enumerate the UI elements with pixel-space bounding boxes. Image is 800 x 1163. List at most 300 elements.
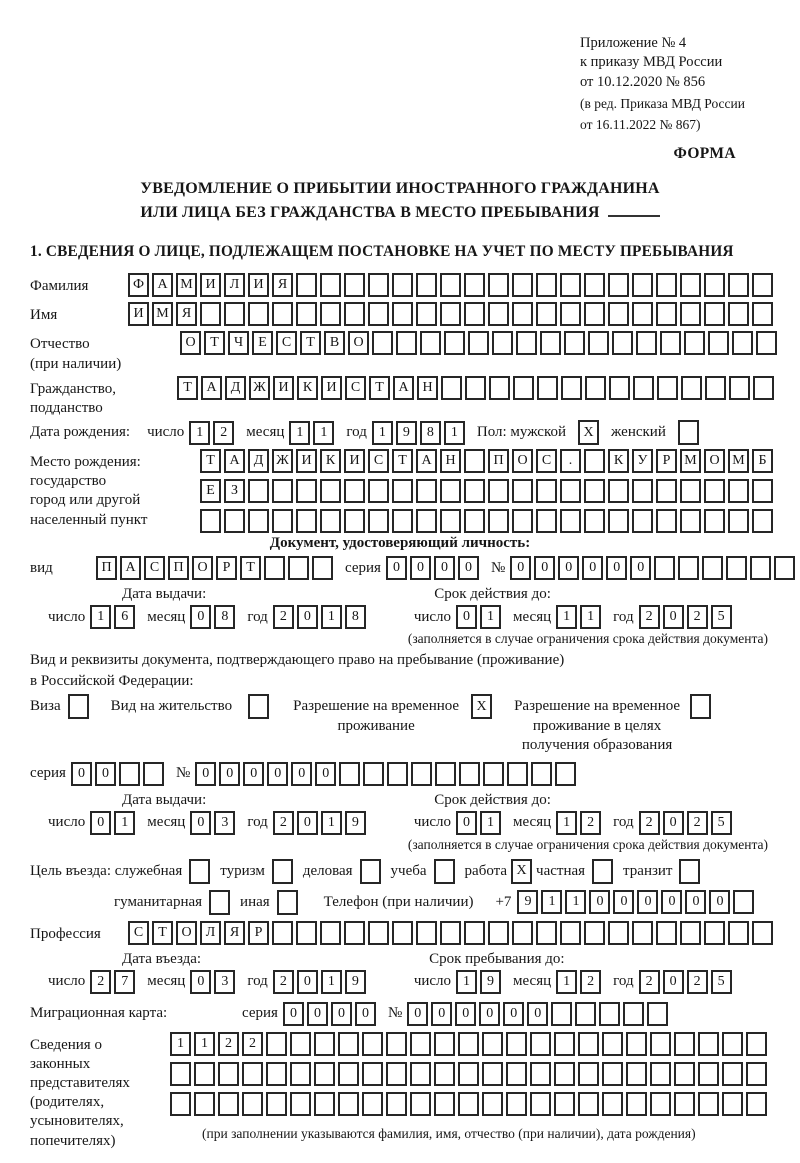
char-cell[interactable]: [464, 302, 485, 326]
char-cell[interactable]: [218, 1062, 239, 1086]
char-cell[interactable]: [242, 1092, 263, 1116]
char-cell[interactable]: [564, 331, 585, 355]
char-cell[interactable]: [314, 1062, 335, 1086]
char-cell[interactable]: 2: [687, 970, 708, 994]
char-cell[interactable]: 8: [420, 421, 441, 445]
char-cell[interactable]: М: [176, 273, 197, 297]
char-cell[interactable]: М: [680, 449, 701, 473]
char-cell[interactable]: 0: [431, 1002, 452, 1026]
char-cell[interactable]: 1: [372, 421, 393, 445]
char-cell[interactable]: П: [96, 556, 117, 580]
char-cell[interactable]: [362, 1092, 383, 1116]
char-cell[interactable]: [578, 1062, 599, 1086]
char-cell[interactable]: 0: [606, 556, 627, 580]
char-cell[interactable]: И: [344, 449, 365, 473]
char-cell[interactable]: [752, 302, 773, 326]
char-cell[interactable]: П: [488, 449, 509, 473]
char-cell[interactable]: [530, 1092, 551, 1116]
char-cell[interactable]: 2: [687, 811, 708, 835]
char-cell[interactable]: К: [320, 449, 341, 473]
char-cell[interactable]: [435, 762, 456, 786]
char-cell[interactable]: 0: [434, 556, 455, 580]
char-cell[interactable]: Д: [248, 449, 269, 473]
char-cell[interactable]: [608, 479, 629, 503]
char-cell[interactable]: К: [297, 376, 318, 400]
char-cell[interactable]: [320, 921, 341, 945]
char-cell[interactable]: [248, 509, 269, 533]
char-cell[interactable]: Я: [224, 921, 245, 945]
char-cell[interactable]: 1: [170, 1032, 191, 1056]
char-cell[interactable]: Я: [272, 273, 293, 297]
transit-checkbox[interactable]: [679, 859, 700, 884]
char-cell[interactable]: 1: [580, 605, 601, 629]
char-cell[interactable]: [194, 1062, 215, 1086]
char-cell[interactable]: [465, 376, 486, 400]
char-cell[interactable]: [224, 302, 245, 326]
char-cell[interactable]: 1: [321, 605, 342, 629]
char-cell[interactable]: [561, 376, 582, 400]
work-checkbox[interactable]: X: [511, 859, 532, 884]
study-checkbox[interactable]: [434, 859, 455, 884]
char-cell[interactable]: [680, 509, 701, 533]
char-cell[interactable]: [264, 556, 285, 580]
char-cell[interactable]: [242, 1062, 263, 1086]
char-cell[interactable]: 7: [114, 970, 135, 994]
char-cell[interactable]: [728, 273, 749, 297]
char-cell[interactable]: [440, 273, 461, 297]
char-cell[interactable]: Т: [177, 376, 198, 400]
char-cell[interactable]: 1: [90, 605, 111, 629]
char-cell[interactable]: И: [321, 376, 342, 400]
residence-checkbox[interactable]: [248, 694, 269, 719]
char-cell[interactable]: [632, 509, 653, 533]
char-cell[interactable]: [584, 509, 605, 533]
char-cell[interactable]: [410, 1092, 431, 1116]
place-number-blank[interactable]: [608, 201, 660, 217]
char-cell[interactable]: [416, 921, 437, 945]
char-cell[interactable]: [746, 1032, 767, 1056]
char-cell[interactable]: [657, 376, 678, 400]
char-cell[interactable]: [512, 921, 533, 945]
char-cell[interactable]: [698, 1032, 719, 1056]
char-cell[interactable]: 0: [219, 762, 240, 786]
char-cell[interactable]: [632, 921, 653, 945]
char-cell[interactable]: 2: [580, 811, 601, 835]
char-cell[interactable]: [704, 302, 725, 326]
char-cell[interactable]: [732, 331, 753, 355]
char-cell[interactable]: М: [152, 302, 173, 326]
char-cell[interactable]: [728, 302, 749, 326]
char-cell[interactable]: [506, 1062, 527, 1086]
char-cell[interactable]: А: [201, 376, 222, 400]
char-cell[interactable]: [170, 1092, 191, 1116]
char-cell[interactable]: [516, 331, 537, 355]
char-cell[interactable]: А: [120, 556, 141, 580]
char-cell[interactable]: [584, 479, 605, 503]
char-cell[interactable]: 3: [214, 811, 235, 835]
char-cell[interactable]: [626, 1092, 647, 1116]
char-cell[interactable]: З: [224, 479, 245, 503]
char-cell[interactable]: [722, 1062, 743, 1086]
char-cell[interactable]: 0: [456, 811, 477, 835]
char-cell[interactable]: 1: [444, 421, 465, 445]
char-cell[interactable]: [290, 1062, 311, 1086]
char-cell[interactable]: [728, 479, 749, 503]
char-cell[interactable]: 2: [218, 1032, 239, 1056]
char-cell[interactable]: [578, 1092, 599, 1116]
char-cell[interactable]: [170, 1062, 191, 1086]
char-cell[interactable]: [602, 1032, 623, 1056]
char-cell[interactable]: 0: [534, 556, 555, 580]
char-cell[interactable]: [444, 331, 465, 355]
char-cell[interactable]: 0: [407, 1002, 428, 1026]
char-cell[interactable]: [320, 273, 341, 297]
char-cell[interactable]: [632, 479, 653, 503]
char-cell[interactable]: К: [608, 449, 629, 473]
char-cell[interactable]: А: [224, 449, 245, 473]
char-cell[interactable]: [434, 1062, 455, 1086]
char-cell[interactable]: [728, 509, 749, 533]
char-cell[interactable]: [272, 509, 293, 533]
char-cell[interactable]: [612, 331, 633, 355]
char-cell[interactable]: Д: [225, 376, 246, 400]
char-cell[interactable]: [752, 921, 773, 945]
char-cell[interactable]: [339, 762, 360, 786]
char-cell[interactable]: [560, 273, 581, 297]
char-cell[interactable]: 1: [189, 421, 210, 445]
char-cell[interactable]: [320, 302, 341, 326]
char-cell[interactable]: [459, 762, 480, 786]
char-cell[interactable]: 1: [289, 421, 310, 445]
char-cell[interactable]: 2: [213, 421, 234, 445]
char-cell[interactable]: 0: [582, 556, 603, 580]
char-cell[interactable]: И: [200, 273, 221, 297]
char-cell[interactable]: [636, 331, 657, 355]
char-cell[interactable]: О: [512, 449, 533, 473]
char-cell[interactable]: [464, 479, 485, 503]
char-cell[interactable]: [536, 921, 557, 945]
char-cell[interactable]: Я: [176, 302, 197, 326]
char-cell[interactable]: [654, 556, 675, 580]
char-cell[interactable]: [507, 762, 528, 786]
char-cell[interactable]: [119, 762, 140, 786]
char-cell[interactable]: [458, 1092, 479, 1116]
char-cell[interactable]: [650, 1062, 671, 1086]
char-cell[interactable]: 2: [580, 970, 601, 994]
char-cell[interactable]: [729, 376, 750, 400]
char-cell[interactable]: [288, 556, 309, 580]
char-cell[interactable]: М: [728, 449, 749, 473]
char-cell[interactable]: В: [324, 331, 345, 355]
char-cell[interactable]: [248, 479, 269, 503]
char-cell[interactable]: И: [128, 302, 149, 326]
char-cell[interactable]: 0: [663, 811, 684, 835]
char-cell[interactable]: 1: [556, 605, 577, 629]
char-cell[interactable]: [312, 556, 333, 580]
char-cell[interactable]: [584, 273, 605, 297]
char-cell[interactable]: [656, 273, 677, 297]
char-cell[interactable]: 0: [190, 811, 211, 835]
char-cell[interactable]: Н: [440, 449, 461, 473]
char-cell[interactable]: [344, 921, 365, 945]
char-cell[interactable]: [674, 1062, 695, 1086]
char-cell[interactable]: [441, 376, 462, 400]
char-cell[interactable]: [704, 273, 725, 297]
char-cell[interactable]: 0: [355, 1002, 376, 1026]
char-cell[interactable]: [722, 1092, 743, 1116]
char-cell[interactable]: [440, 302, 461, 326]
char-cell[interactable]: [344, 302, 365, 326]
char-cell[interactable]: [468, 331, 489, 355]
char-cell[interactable]: [540, 331, 561, 355]
char-cell[interactable]: [609, 376, 630, 400]
char-cell[interactable]: [386, 1062, 407, 1086]
char-cell[interactable]: 9: [517, 890, 538, 914]
char-cell[interactable]: [705, 376, 726, 400]
char-cell[interactable]: [584, 449, 605, 473]
char-cell[interactable]: Р: [216, 556, 237, 580]
char-cell[interactable]: [368, 479, 389, 503]
char-cell[interactable]: [410, 1062, 431, 1086]
char-cell[interactable]: 0: [661, 890, 682, 914]
char-cell[interactable]: [344, 509, 365, 533]
char-cell[interactable]: 2: [242, 1032, 263, 1056]
char-cell[interactable]: С: [368, 449, 389, 473]
char-cell[interactable]: [416, 509, 437, 533]
char-cell[interactable]: 0: [297, 970, 318, 994]
char-cell[interactable]: [608, 921, 629, 945]
char-cell[interactable]: Ч: [228, 331, 249, 355]
char-cell[interactable]: 9: [345, 970, 366, 994]
char-cell[interactable]: [674, 1092, 695, 1116]
char-cell[interactable]: [416, 302, 437, 326]
char-cell[interactable]: 1: [321, 811, 342, 835]
char-cell[interactable]: Р: [656, 449, 677, 473]
char-cell[interactable]: [647, 1002, 668, 1026]
char-cell[interactable]: [602, 1062, 623, 1086]
char-cell[interactable]: [626, 1062, 647, 1086]
char-cell[interactable]: [650, 1092, 671, 1116]
char-cell[interactable]: 0: [71, 762, 92, 786]
char-cell[interactable]: [386, 1092, 407, 1116]
char-cell[interactable]: Л: [224, 273, 245, 297]
official-checkbox[interactable]: [189, 859, 210, 884]
char-cell[interactable]: [392, 273, 413, 297]
char-cell[interactable]: [392, 479, 413, 503]
char-cell[interactable]: О: [180, 331, 201, 355]
char-cell[interactable]: 0: [410, 556, 431, 580]
char-cell[interactable]: [512, 302, 533, 326]
char-cell[interactable]: 5: [711, 811, 732, 835]
char-cell[interactable]: [440, 509, 461, 533]
char-cell[interactable]: [684, 331, 705, 355]
char-cell[interactable]: [272, 479, 293, 503]
char-cell[interactable]: 0: [283, 1002, 304, 1026]
char-cell[interactable]: [368, 921, 389, 945]
char-cell[interactable]: 1: [565, 890, 586, 914]
char-cell[interactable]: [368, 302, 389, 326]
char-cell[interactable]: [536, 479, 557, 503]
char-cell[interactable]: 0: [307, 1002, 328, 1026]
char-cell[interactable]: 0: [613, 890, 634, 914]
char-cell[interactable]: [338, 1062, 359, 1086]
char-cell[interactable]: [575, 1002, 596, 1026]
char-cell[interactable]: [726, 556, 747, 580]
char-cell[interactable]: 0: [709, 890, 730, 914]
char-cell[interactable]: [314, 1032, 335, 1056]
char-cell[interactable]: [296, 479, 317, 503]
char-cell[interactable]: [660, 331, 681, 355]
char-cell[interactable]: [656, 921, 677, 945]
char-cell[interactable]: 0: [243, 762, 264, 786]
char-cell[interactable]: [674, 1032, 695, 1056]
char-cell[interactable]: [560, 302, 581, 326]
char-cell[interactable]: [143, 762, 164, 786]
char-cell[interactable]: [458, 1062, 479, 1086]
char-cell[interactable]: Р: [248, 921, 269, 945]
char-cell[interactable]: Т: [200, 449, 221, 473]
visa-checkbox[interactable]: [68, 694, 89, 719]
char-cell[interactable]: [680, 921, 701, 945]
char-cell[interactable]: [218, 1092, 239, 1116]
char-cell[interactable]: 0: [663, 605, 684, 629]
char-cell[interactable]: Т: [240, 556, 261, 580]
char-cell[interactable]: .: [560, 449, 581, 473]
char-cell[interactable]: [608, 509, 629, 533]
char-cell[interactable]: [551, 1002, 572, 1026]
char-cell[interactable]: 0: [663, 970, 684, 994]
char-cell[interactable]: [585, 376, 606, 400]
humanitarian-checkbox[interactable]: [209, 890, 230, 915]
char-cell[interactable]: [296, 273, 317, 297]
char-cell[interactable]: 0: [267, 762, 288, 786]
char-cell[interactable]: Е: [200, 479, 221, 503]
char-cell[interactable]: [608, 273, 629, 297]
char-cell[interactable]: [698, 1092, 719, 1116]
char-cell[interactable]: 5: [711, 605, 732, 629]
char-cell[interactable]: [608, 302, 629, 326]
char-cell[interactable]: [464, 273, 485, 297]
char-cell[interactable]: [489, 376, 510, 400]
char-cell[interactable]: [588, 331, 609, 355]
char-cell[interactable]: С: [144, 556, 165, 580]
char-cell[interactable]: [411, 762, 432, 786]
char-cell[interactable]: [362, 1032, 383, 1056]
char-cell[interactable]: 0: [297, 605, 318, 629]
char-cell[interactable]: [266, 1092, 287, 1116]
char-cell[interactable]: [320, 509, 341, 533]
char-cell[interactable]: 2: [90, 970, 111, 994]
char-cell[interactable]: [512, 479, 533, 503]
char-cell[interactable]: [656, 509, 677, 533]
char-cell[interactable]: 8: [214, 605, 235, 629]
char-cell[interactable]: И: [296, 449, 317, 473]
char-cell[interactable]: [372, 331, 393, 355]
char-cell[interactable]: О: [704, 449, 725, 473]
char-cell[interactable]: [704, 921, 725, 945]
char-cell[interactable]: И: [248, 273, 269, 297]
char-cell[interactable]: 0: [558, 556, 579, 580]
char-cell[interactable]: [464, 509, 485, 533]
char-cell[interactable]: [578, 1032, 599, 1056]
char-cell[interactable]: 0: [503, 1002, 524, 1026]
char-cell[interactable]: [656, 302, 677, 326]
char-cell[interactable]: [368, 509, 389, 533]
char-cell[interactable]: И: [273, 376, 294, 400]
char-cell[interactable]: 0: [190, 605, 211, 629]
char-cell[interactable]: [296, 921, 317, 945]
char-cell[interactable]: [536, 273, 557, 297]
char-cell[interactable]: [440, 921, 461, 945]
char-cell[interactable]: [368, 273, 389, 297]
char-cell[interactable]: [530, 1062, 551, 1086]
business-checkbox[interactable]: [360, 859, 381, 884]
char-cell[interactable]: 0: [315, 762, 336, 786]
char-cell[interactable]: [681, 376, 702, 400]
char-cell[interactable]: [530, 1032, 551, 1056]
char-cell[interactable]: [756, 331, 777, 355]
temp-permit-checkbox[interactable]: X: [471, 694, 492, 719]
char-cell[interactable]: Т: [300, 331, 321, 355]
char-cell[interactable]: Ф: [128, 273, 149, 297]
char-cell[interactable]: [633, 376, 654, 400]
char-cell[interactable]: 3: [214, 970, 235, 994]
char-cell[interactable]: 0: [685, 890, 706, 914]
char-cell[interactable]: 0: [386, 556, 407, 580]
char-cell[interactable]: 2: [639, 605, 660, 629]
char-cell[interactable]: [290, 1092, 311, 1116]
char-cell[interactable]: [698, 1062, 719, 1086]
char-cell[interactable]: [434, 1092, 455, 1116]
char-cell[interactable]: [483, 762, 504, 786]
char-cell[interactable]: [536, 509, 557, 533]
char-cell[interactable]: [488, 302, 509, 326]
male-checkbox[interactable]: X: [578, 420, 599, 445]
char-cell[interactable]: [506, 1092, 527, 1116]
char-cell[interactable]: [708, 331, 729, 355]
char-cell[interactable]: [396, 331, 417, 355]
char-cell[interactable]: 0: [455, 1002, 476, 1026]
char-cell[interactable]: [482, 1032, 503, 1056]
char-cell[interactable]: Ж: [272, 449, 293, 473]
char-cell[interactable]: [266, 1032, 287, 1056]
char-cell[interactable]: [506, 1032, 527, 1056]
char-cell[interactable]: [752, 509, 773, 533]
char-cell[interactable]: 0: [630, 556, 651, 580]
char-cell[interactable]: 1: [194, 1032, 215, 1056]
char-cell[interactable]: [248, 302, 269, 326]
char-cell[interactable]: 8: [345, 605, 366, 629]
char-cell[interactable]: [752, 273, 773, 297]
char-cell[interactable]: [492, 331, 513, 355]
char-cell[interactable]: [482, 1062, 503, 1086]
char-cell[interactable]: [584, 921, 605, 945]
char-cell[interactable]: [650, 1032, 671, 1056]
char-cell[interactable]: [200, 509, 221, 533]
char-cell[interactable]: [560, 509, 581, 533]
char-cell[interactable]: [536, 302, 557, 326]
char-cell[interactable]: [560, 921, 581, 945]
char-cell[interactable]: [320, 479, 341, 503]
char-cell[interactable]: 1: [556, 970, 577, 994]
char-cell[interactable]: 1: [556, 811, 577, 835]
char-cell[interactable]: [296, 509, 317, 533]
char-cell[interactable]: [728, 921, 749, 945]
char-cell[interactable]: [753, 376, 774, 400]
char-cell[interactable]: [752, 479, 773, 503]
char-cell[interactable]: А: [416, 449, 437, 473]
char-cell[interactable]: 0: [510, 556, 531, 580]
